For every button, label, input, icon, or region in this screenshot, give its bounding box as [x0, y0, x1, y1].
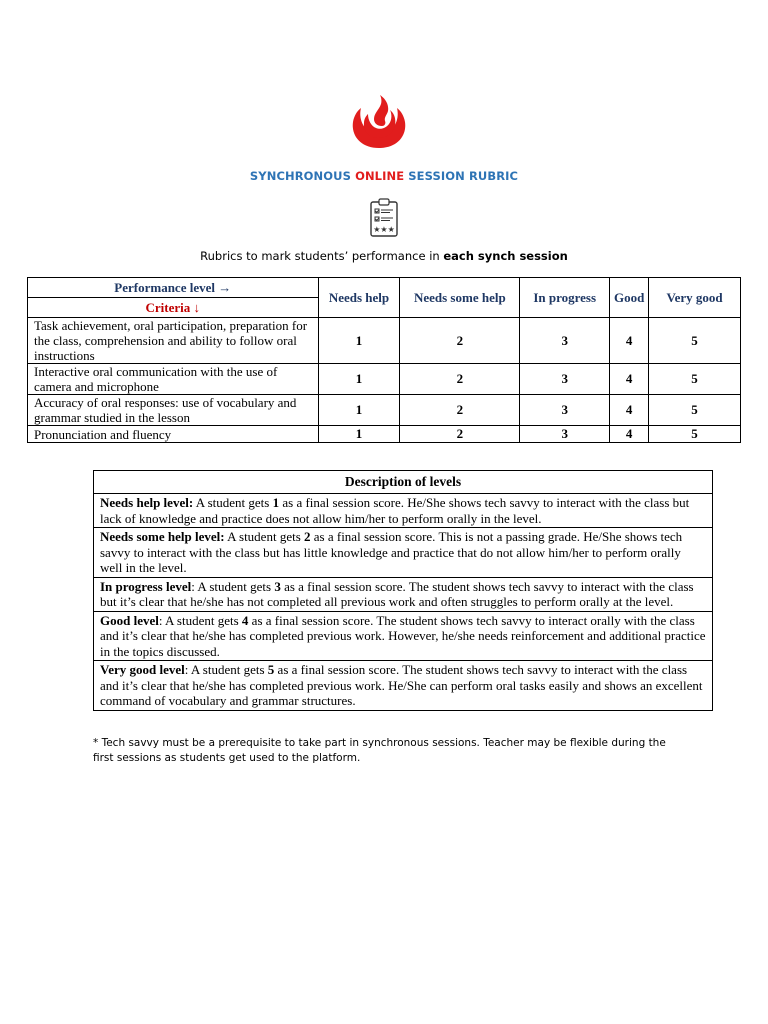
table-row [94, 494, 713, 528]
score-cell: 3 [520, 426, 610, 443]
description-text: as a final session score. The student shows tech savvy to interact with the class but it’s clear that he/she has not completed all previous work and often struggles to perform orally at the level. [100, 578, 694, 609]
level-needs-some-help: Needs some help [400, 278, 520, 318]
description-heading: Description of levels [94, 471, 713, 494]
level-description [94, 611, 713, 661]
description-table [93, 470, 713, 711]
title-part-2: ONLINE [355, 169, 405, 183]
level-needs-help: Needs help [318, 278, 400, 318]
table-row [28, 426, 741, 443]
score-cell: 4 [610, 364, 649, 395]
description-text: as a final session score. This is not a passing grade. He/She shows tech savvy to interact with the class but has little knowledge and practice that do not allow him/her to perform orally well in the level. [100, 529, 683, 575]
table-row [28, 318, 741, 364]
score-cell: 2 [400, 364, 520, 395]
rubric-table [27, 277, 741, 443]
page-subtitle [0, 249, 768, 263]
table-row [28, 395, 741, 426]
score-cell: 1 [318, 426, 400, 443]
score-cell: 2 [400, 395, 520, 426]
criterion-cell: Pronunciation and fluency [28, 426, 319, 443]
description-text: : A student gets [184, 662, 268, 677]
criteria-label: Criteria ↓ [28, 298, 319, 318]
score-cell: 2 [400, 318, 520, 364]
criterion-cell: Interactive oral communication with the use of camera and microphone [28, 364, 319, 395]
table-row [28, 364, 741, 395]
score-cell: 1 [318, 395, 400, 426]
criterion-cell: Task achievement, oral participation, preparation for the class, comprehension and ability to follow oral instructions [28, 318, 319, 364]
score-cell: 1 [318, 318, 400, 364]
title-part-3: SESSION RUBRIC [404, 169, 519, 183]
title-part-1: SYNCHRONOUS [249, 169, 356, 183]
level-description [94, 494, 713, 528]
table-row [94, 577, 713, 611]
score-cell: 3 [520, 318, 610, 364]
score-cell: 5 [649, 426, 741, 443]
level-description [94, 577, 713, 611]
rubric-header-row [28, 278, 741, 298]
svg-text:★★★: ★★★ [373, 225, 395, 234]
description-header-row [94, 471, 713, 494]
table-row [94, 611, 713, 661]
criterion-cell: Accuracy of oral responses: use of vocabulary and grammar studied in the lesson [28, 395, 319, 426]
level-label: Good level [100, 612, 159, 628]
level-description [94, 528, 713, 578]
score-cell: 3 [520, 364, 610, 395]
level-good: Good [610, 278, 649, 318]
level-in-progress: In progress [520, 278, 610, 318]
clipboard-checklist-icon [369, 198, 399, 238]
score-cell: 4 [610, 395, 649, 426]
score-cell: 5 [649, 318, 741, 364]
description-text: A student gets [224, 529, 305, 544]
score-cell: 1 [318, 364, 400, 395]
subtitle-text: Rubrics to mark students’ performance in [200, 249, 444, 263]
level-label: Needs help level: [100, 495, 194, 510]
level-score: 4 [241, 612, 249, 628]
score-cell: 5 [649, 395, 741, 426]
level-very-good: Very good [649, 278, 741, 318]
description-text: : A student gets [158, 612, 242, 628]
level-score: 3 [274, 578, 281, 594]
level-score: 5 [267, 662, 275, 677]
table-row [94, 528, 713, 578]
score-cell: 2 [400, 426, 520, 443]
description-text: as a final session score. He/She shows tech savvy to interact with the class but lack of knowledge and practice does not allow him/her to perform orally in the level. [100, 495, 690, 526]
page-title [0, 169, 768, 183]
description-text: : A student gets [191, 578, 275, 594]
level-label: Very good level [100, 662, 185, 677]
score-cell: 4 [610, 318, 649, 364]
level-label: Needs some help level: [100, 529, 225, 544]
level-score: 2 [304, 529, 311, 544]
level-score: 1 [272, 495, 280, 510]
level-description [94, 661, 713, 711]
subtitle-bold: each synch session [443, 249, 568, 263]
performance-level-label: Performance level → [28, 278, 319, 298]
level-label: In progress level [100, 578, 192, 594]
university-flame-logo [349, 94, 409, 150]
score-cell: 3 [520, 395, 610, 426]
score-cell: 5 [649, 364, 741, 395]
score-cell: 4 [610, 426, 649, 443]
description-text: as a final session score. The student shows tech savvy to interact with the class and it’s clear that he/she has completed previous work. He/She can perform oral tasks easily and shows an excellent command of vocabulary and grammar structures. [100, 662, 703, 708]
table-row [94, 661, 713, 711]
description-text: A student gets [193, 495, 273, 510]
description-text: as a final session score. The student shows tech savvy to interact orally with the class and it’s clear that he/she has completed previous work. However, he/she needs reinforcement and additional practice in the topics discussed. [100, 612, 706, 659]
footnote: * Tech savvy must be a prerequisite to take part in synchronous sessions. Teacher may be flexible during the first sessions as students get used to the platform. [93, 737, 666, 764]
